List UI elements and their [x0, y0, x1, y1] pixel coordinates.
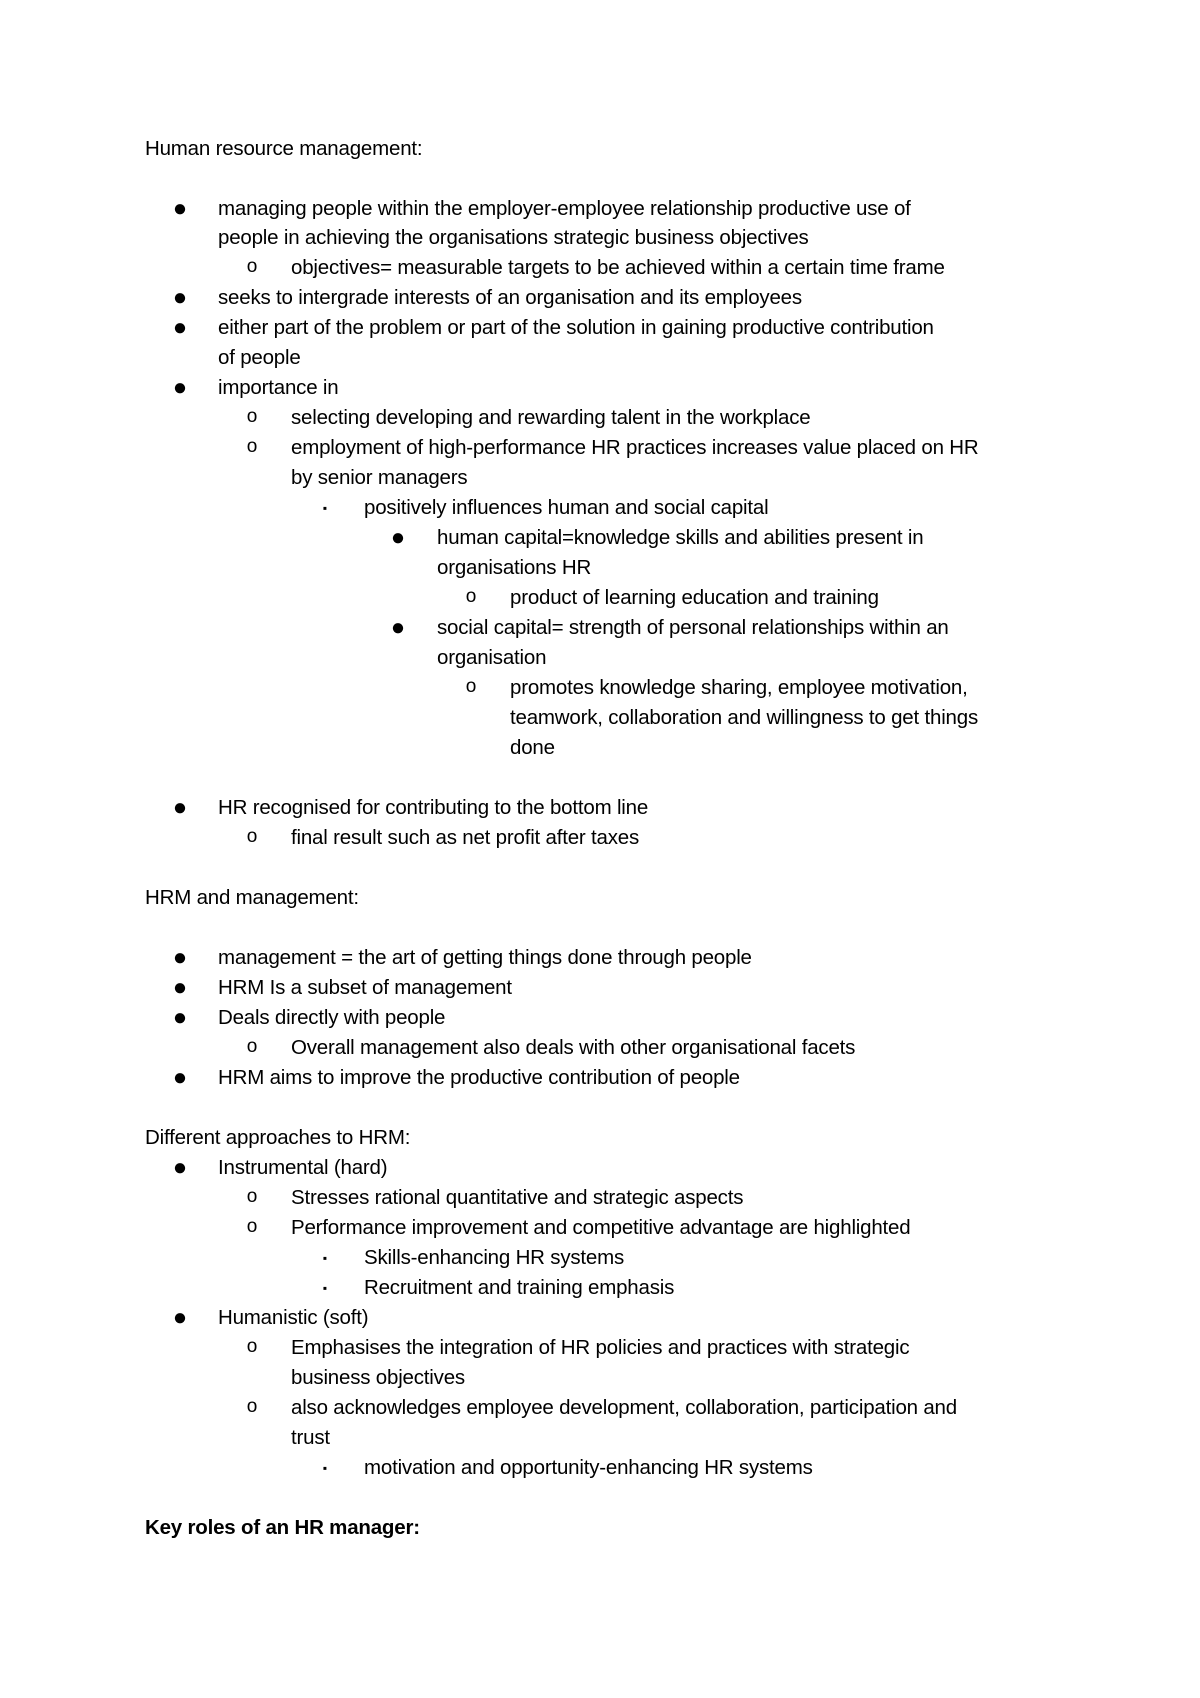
list-item-text: managing people within the employer-employee relationship productive use of	[218, 197, 911, 220]
list-item-text: HRM Is a subset of management	[218, 976, 512, 999]
list-item-text: management = the art of getting things done through people	[218, 946, 752, 969]
list-item-text: Emphasises the integration of HR policies and practices with strategic	[291, 1336, 910, 1359]
list-item-text: employment of high-performance HR practices increases value placed on HR	[291, 436, 979, 459]
list-item-text: product of learning education and training	[510, 586, 879, 609]
list-item-text: motivation and opportunity-enhancing HR systems	[364, 1456, 813, 1479]
list-item-text: also acknowledges employee development, collaboration, participation and	[291, 1396, 957, 1419]
circle-bullet-icon: o	[246, 1396, 258, 1417]
disc-bullet-icon: ●	[172, 944, 188, 971]
list-item-text: Recruitment and training emphasis	[364, 1276, 675, 1299]
list-item-text: by senior managers	[291, 466, 468, 489]
list-item-text: Performance improvement and competitive advantage are highlighted	[291, 1216, 911, 1239]
disc-bullet-icon: ●	[172, 974, 188, 1001]
disc-bullet-icon: ●	[172, 284, 188, 311]
disc-bullet-icon: ●	[172, 314, 188, 341]
disc-bullet-icon: ●	[172, 794, 188, 821]
section-heading: Key roles of an HR manager:	[145, 1516, 420, 1539]
circle-bullet-icon: o	[246, 406, 258, 427]
list-item-text: social capital= strength of personal relationships within an	[437, 616, 949, 639]
circle-bullet-icon: o	[246, 436, 258, 457]
list-item-text: Overall management also deals with other organisational facets	[291, 1036, 856, 1059]
disc-bullet-icon: ●	[172, 1064, 188, 1091]
list-item-text: Deals directly with people	[218, 1006, 446, 1029]
list-item-text: HR recognised for contributing to the bottom line	[218, 796, 649, 819]
circle-bullet-icon: o	[246, 1336, 258, 1357]
square-bullet-icon: ▪	[322, 1251, 328, 1265]
list-item-text: human capital=knowledge skills and abilities present in	[437, 526, 924, 549]
circle-bullet-icon: o	[246, 1186, 258, 1207]
list-item-text: Stresses rational quantitative and strategic aspects	[291, 1186, 744, 1209]
list-item-text: Instrumental (hard)	[218, 1156, 388, 1179]
circle-bullet-icon: o	[246, 826, 258, 847]
list-item-text: teamwork, collaboration and willingness to get things	[510, 706, 978, 729]
square-bullet-icon: ▪	[322, 501, 328, 515]
list-item-text: importance in	[218, 376, 339, 399]
list-item-text: trust	[291, 1426, 330, 1449]
list-item-text: selecting developing and rewarding talent in the workplace	[291, 406, 811, 429]
list-item-text: organisation	[437, 646, 547, 669]
list-item-text: objectives= measurable targets to be achieved within a certain time frame	[291, 256, 945, 279]
list-item-text: HRM aims to improve the productive contribution of people	[218, 1066, 740, 1089]
circle-bullet-icon: o	[246, 1216, 258, 1237]
list-item-text: people in achieving the organisations strategic business objectives	[218, 226, 809, 249]
section-heading: Different approaches to HRM:	[145, 1126, 411, 1149]
list-item-text: of people	[218, 346, 301, 369]
list-item-text: promotes knowledge sharing, employee motivation,	[510, 676, 968, 699]
section-heading: HRM and management:	[145, 886, 359, 909]
list-item-text: either part of the problem or part of the solution in gaining productive contribution	[218, 316, 934, 339]
square-bullet-icon: ▪	[322, 1281, 328, 1295]
list-item-text: Humanistic (soft)	[218, 1306, 369, 1329]
square-bullet-icon: ▪	[322, 1461, 328, 1475]
list-item-text: seeks to intergrade interests of an organisation and its employees	[218, 286, 802, 309]
disc-bullet-icon: ●	[172, 1304, 188, 1331]
circle-bullet-icon: o	[246, 256, 258, 277]
list-item-text: business objectives	[291, 1366, 465, 1389]
list-item-text: organisations HR	[437, 556, 592, 579]
disc-bullet-icon: ●	[172, 195, 188, 222]
disc-bullet-icon: ●	[172, 1154, 188, 1181]
list-item-text: positively influences human and social capital	[364, 496, 769, 519]
circle-bullet-icon: o	[465, 586, 477, 607]
circle-bullet-icon: o	[246, 1036, 258, 1057]
disc-bullet-icon: ●	[172, 1004, 188, 1031]
disc-bullet-icon: ●	[172, 374, 188, 401]
circle-bullet-icon: o	[465, 676, 477, 697]
disc-bullet-icon: ●	[390, 614, 406, 641]
list-item-text: done	[510, 736, 555, 759]
disc-bullet-icon: ●	[390, 524, 406, 551]
list-item-text: Skills-enhancing HR systems	[364, 1246, 625, 1269]
section-heading: Human resource management:	[145, 137, 423, 160]
list-item-text: final result such as net profit after taxes	[291, 826, 640, 849]
